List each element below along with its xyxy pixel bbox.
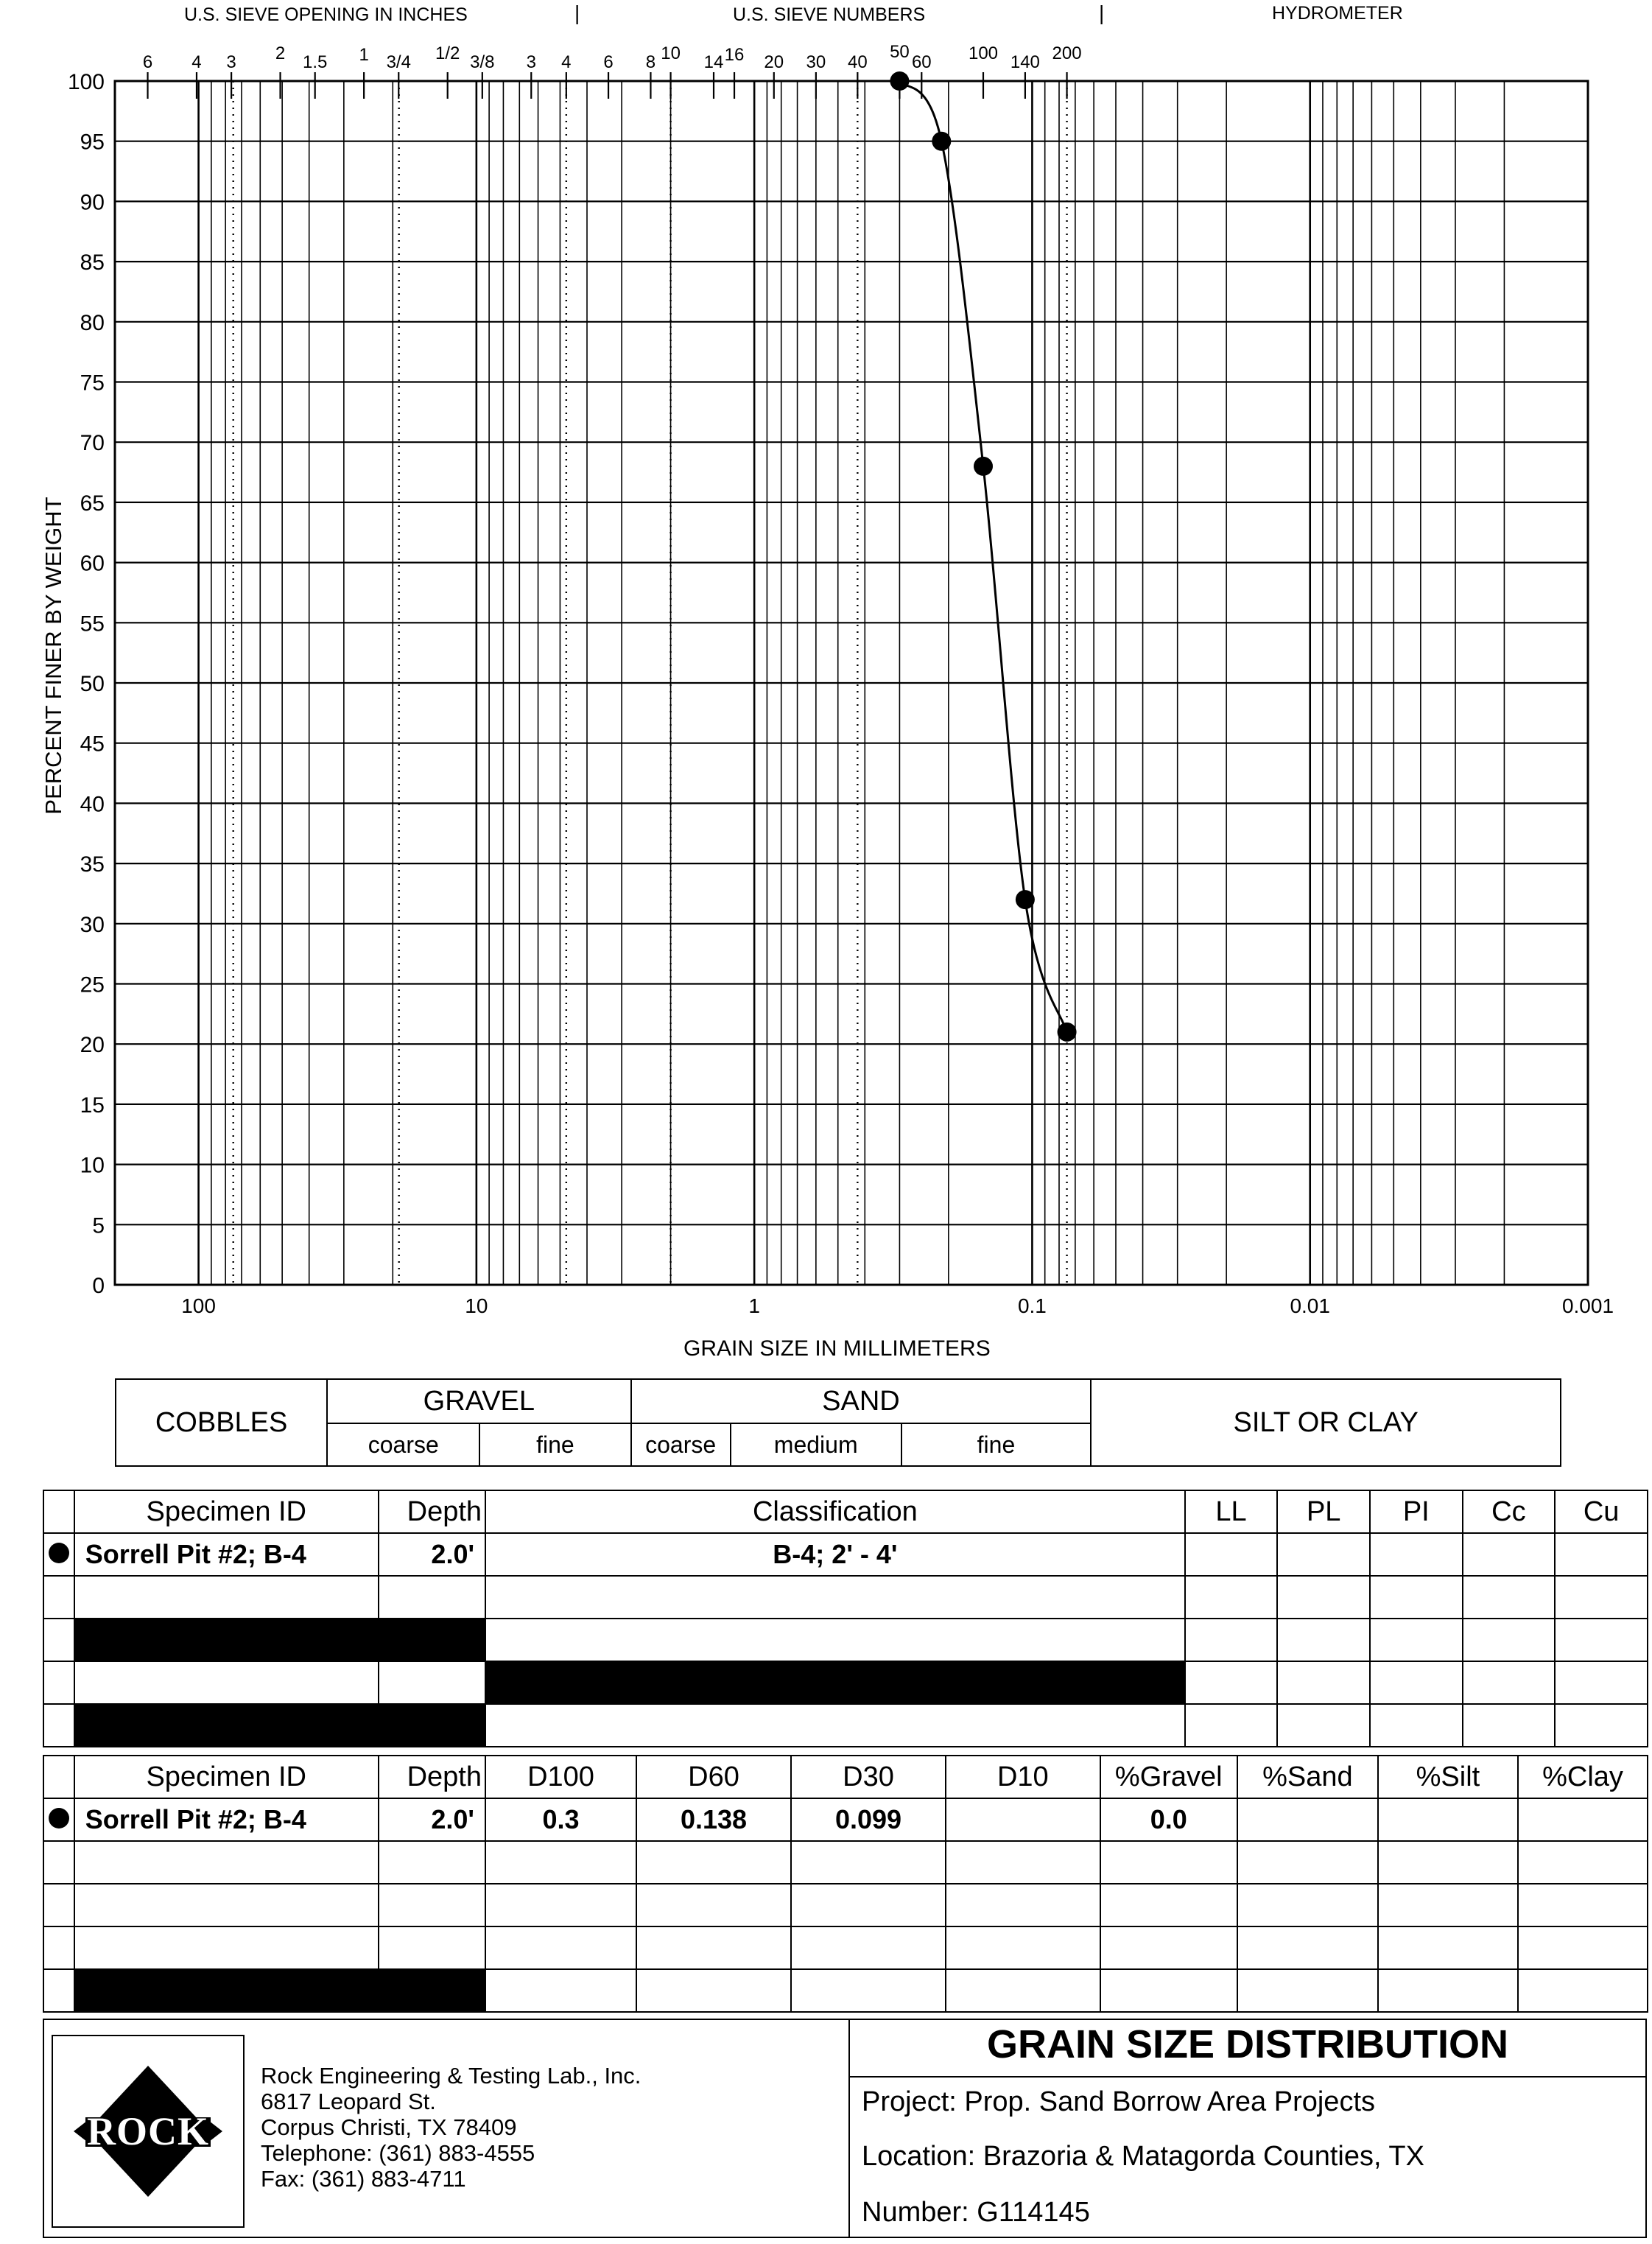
sieve-number-label: 10 bbox=[661, 43, 681, 63]
x-tick-label: 100 bbox=[181, 1294, 216, 1317]
y-tick-label: 20 bbox=[80, 1033, 105, 1058]
company-street: 6817 Leopard St. bbox=[261, 2089, 436, 2114]
sieve-inch-label: 1/2 bbox=[435, 43, 460, 63]
sieve-inch-label: 1.5 bbox=[302, 52, 328, 72]
logo-left-arrow-icon bbox=[74, 2121, 87, 2142]
table-row bbox=[43, 1619, 1648, 1661]
project-value: Prop. Sand Borrow Area Projects bbox=[964, 2086, 1375, 2117]
sand-fine-label: fine bbox=[901, 1423, 1092, 1466]
y-tick-label: 45 bbox=[80, 732, 105, 757]
col-classification: Classification bbox=[485, 1490, 1185, 1533]
sieve-number-label: 100 bbox=[968, 43, 999, 63]
sand-coarse-label: coarse bbox=[631, 1423, 731, 1466]
y-tick-label: 95 bbox=[80, 130, 105, 155]
data-point bbox=[1016, 890, 1035, 909]
sieve-inches-heading: U.S. SIEVE OPENING IN INCHES bbox=[184, 4, 468, 25]
table-row bbox=[43, 1576, 1648, 1619]
gravel-label: GRAVEL bbox=[327, 1379, 630, 1423]
gravel-fine-label: fine bbox=[479, 1423, 630, 1466]
sieve-number-label: 30 bbox=[806, 52, 826, 72]
specimen-depth: 2.0' bbox=[379, 1798, 485, 1841]
number-label: Number: bbox=[862, 2197, 969, 2228]
data-point bbox=[932, 132, 951, 151]
chart-grid bbox=[115, 81, 1588, 1285]
y-tick-label: 10 bbox=[80, 1153, 105, 1178]
y-tick-label: 5 bbox=[92, 1213, 105, 1238]
col-pi: PI bbox=[1370, 1490, 1463, 1533]
company-phone: Telephone: (361) 883-4555 bbox=[261, 2140, 535, 2166]
redaction-bar bbox=[74, 1704, 485, 1747]
x-tick-label: 0.1 bbox=[1017, 1294, 1047, 1317]
clay-percent-value bbox=[1518, 1798, 1648, 1841]
col-cc: Cc bbox=[1463, 1490, 1556, 1533]
col-pl: PL bbox=[1277, 1490, 1370, 1533]
scale-separator: | bbox=[574, 1, 580, 24]
sieve-inch-label: 3/8 bbox=[470, 52, 495, 72]
col-clay: %Clay bbox=[1518, 1756, 1648, 1798]
logo-text: ROCK bbox=[87, 2109, 209, 2153]
specimen-depth: 2.0' bbox=[379, 1533, 485, 1576]
x-tick-label: 0.01 bbox=[1290, 1294, 1330, 1317]
sieve-inch-label: 1 bbox=[359, 45, 369, 65]
y-tick-label: 90 bbox=[80, 190, 105, 215]
data-point bbox=[974, 457, 993, 476]
table-row bbox=[43, 1884, 1648, 1926]
x-axis-ticks bbox=[181, 1294, 1614, 1317]
y-tick-label: 65 bbox=[80, 491, 105, 516]
redaction-bar bbox=[74, 1969, 485, 2012]
data-point bbox=[1058, 1023, 1077, 1042]
y-tick-label: 70 bbox=[80, 431, 105, 456]
col-silt: %Silt bbox=[1378, 1756, 1518, 1798]
sieve-inch-label: 3/4 bbox=[386, 52, 411, 72]
y-tick-label: 75 bbox=[80, 371, 105, 396]
location-value: Brazoria & Matagorda Counties, TX bbox=[983, 2141, 1424, 2172]
x-axis-label: GRAIN SIZE IN MILLIMETERS bbox=[683, 1336, 991, 1361]
redaction-bar bbox=[485, 1661, 1185, 1704]
table-row bbox=[43, 1841, 1648, 1884]
specimen-id: Sorrell Pit #2; B-4 bbox=[74, 1798, 379, 1841]
scale-separator: | bbox=[1099, 1, 1105, 24]
y-tick-label: 30 bbox=[80, 912, 105, 937]
y-tick-label: 25 bbox=[80, 972, 105, 997]
hydrometer-heading: HYDROMETER bbox=[1272, 3, 1403, 24]
silt-percent-value bbox=[1378, 1798, 1518, 1841]
y-tick-label: 85 bbox=[80, 250, 105, 276]
specimen-classification: B-4; 2' - 4' bbox=[485, 1533, 1185, 1576]
col-d30: D30 bbox=[791, 1756, 946, 1798]
sand-medium-label: medium bbox=[731, 1423, 901, 1466]
silt-clay-label: SILT OR CLAY bbox=[1091, 1379, 1561, 1466]
sieve-number-label: 8 bbox=[645, 52, 656, 72]
sieve-inch-label: 4 bbox=[191, 52, 202, 72]
col-sand: %Sand bbox=[1237, 1756, 1378, 1798]
cobbles-label: COBBLES bbox=[116, 1379, 327, 1466]
col-depth: Depth bbox=[379, 1756, 485, 1798]
col-depth: Depth bbox=[379, 1490, 485, 1533]
gravel-percent-value: 0.0 bbox=[1100, 1798, 1237, 1841]
col-specimen-id: Specimen ID bbox=[74, 1490, 379, 1533]
sieve-number-label: 60 bbox=[911, 52, 932, 72]
company-fax: Fax: (361) 883-4711 bbox=[261, 2166, 466, 2192]
location-label: Location: bbox=[862, 2141, 976, 2172]
specimen-id: Sorrell Pit #2; B-4 bbox=[74, 1533, 379, 1576]
specimen-classification-table bbox=[43, 1490, 1648, 1747]
col-ll: LL bbox=[1185, 1490, 1278, 1533]
sieve-number-label: 14 bbox=[703, 52, 724, 72]
sieve-number-label: 16 bbox=[724, 45, 745, 65]
gravel-coarse-label: coarse bbox=[327, 1423, 479, 1466]
d10-value bbox=[946, 1798, 1100, 1841]
y-tick-label: 15 bbox=[80, 1093, 105, 1118]
redaction-bar bbox=[74, 1619, 485, 1661]
d100-value: 0.3 bbox=[485, 1798, 636, 1841]
y-axis-ticks bbox=[68, 70, 105, 1298]
y-tick-label: 55 bbox=[80, 611, 105, 637]
series-line bbox=[899, 81, 1066, 1032]
table-row bbox=[43, 1926, 1648, 1969]
sieve-inch-label: 3 bbox=[526, 52, 536, 72]
col-d60: D60 bbox=[636, 1756, 791, 1798]
y-tick-label: 0 bbox=[92, 1274, 105, 1298]
x-tick-label: 10 bbox=[465, 1294, 488, 1317]
title-divider bbox=[848, 2076, 1647, 2078]
company-name: Rock Engineering & Testing Lab., Inc. bbox=[261, 2063, 642, 2089]
x-tick-label: 0.001 bbox=[1561, 1294, 1614, 1317]
y-tick-label: 60 bbox=[80, 551, 105, 576]
col-d10: D10 bbox=[946, 1756, 1100, 1798]
project-label: Project: bbox=[862, 2086, 957, 2117]
col-gravel: %Gravel bbox=[1100, 1756, 1237, 1798]
y-tick-label: 35 bbox=[80, 852, 105, 877]
col-d100: D100 bbox=[485, 1756, 636, 1798]
specimen-gradation-table bbox=[43, 1755, 1648, 2013]
sieve-scale bbox=[143, 42, 1082, 99]
logo-right-arrow-icon bbox=[209, 2121, 222, 2142]
sieve-number-label: 50 bbox=[890, 42, 910, 62]
table-row bbox=[43, 1533, 1648, 1576]
sieve-number-label: 200 bbox=[1052, 43, 1082, 63]
table-row bbox=[43, 1798, 1648, 1841]
specimen-marker-icon bbox=[49, 1808, 69, 1828]
rock-logo bbox=[52, 2035, 245, 2228]
sieve-number-label: 6 bbox=[603, 52, 614, 72]
d30-value: 0.099 bbox=[791, 1798, 946, 1841]
sand-label: SAND bbox=[631, 1379, 1092, 1423]
table-row bbox=[43, 1969, 1648, 2012]
report-title: GRAIN SIZE DISTRIBUTION bbox=[986, 2022, 1508, 2066]
sieve-number-label: 140 bbox=[1010, 52, 1040, 72]
number-value: G114145 bbox=[977, 2197, 1090, 2228]
table-row bbox=[43, 1704, 1648, 1747]
sieve-inch-label: 2 bbox=[275, 43, 286, 63]
d60-value: 0.138 bbox=[636, 1798, 791, 1841]
soil-classification-bar bbox=[115, 1378, 1561, 1467]
y-tick-label: 50 bbox=[80, 672, 105, 696]
sieve-number-label: 40 bbox=[847, 52, 868, 72]
sieve-inch-label: 3 bbox=[226, 52, 236, 72]
sieve-number-label: 20 bbox=[764, 52, 784, 72]
sieve-inch-label: 6 bbox=[142, 52, 153, 72]
table-row bbox=[43, 1661, 1648, 1704]
col-specimen-id: Specimen ID bbox=[74, 1756, 379, 1798]
y-tick-label: 40 bbox=[80, 792, 105, 817]
specimen-marker-icon bbox=[49, 1543, 69, 1563]
y-tick-label: 100 bbox=[67, 70, 105, 94]
x-tick-label: 1 bbox=[748, 1294, 760, 1317]
company-city: Corpus Christi, TX 78409 bbox=[261, 2114, 517, 2140]
sieve-numbers-heading: U.S. SIEVE NUMBERS bbox=[733, 4, 926, 25]
col-cu: Cu bbox=[1555, 1490, 1648, 1533]
sieve-inch-label: 4 bbox=[561, 52, 572, 72]
data-point bbox=[890, 71, 909, 91]
sand-percent-value bbox=[1237, 1798, 1378, 1841]
data-series bbox=[890, 71, 1076, 1042]
y-axis-label: PERCENT FINER BY WEIGHT bbox=[41, 497, 66, 815]
y-tick-label: 80 bbox=[80, 310, 105, 335]
